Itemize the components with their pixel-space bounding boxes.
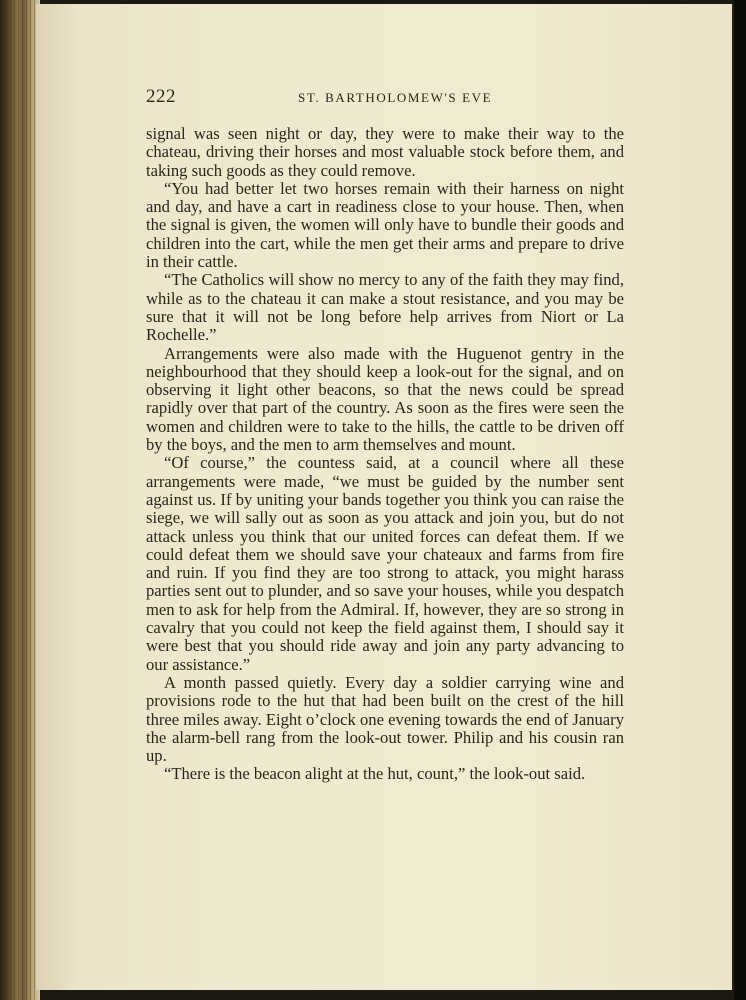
body-text [146, 125, 624, 784]
gutter-lines [6, 0, 36, 1000]
page-header [146, 86, 626, 108]
book-spine [0, 0, 40, 1000]
paragraph-6: A month passed quietly. Every day a soldier carrying wine and provisions rode to the hut that had been built on the crest of the hill three miles away. Eight o’clock one evening towards the end of January the alarm-bell rang from the look-out tower. Philip and his cousin ran up. [146, 672, 624, 766]
paragraph-1: signal was seen night or day, they were to make their way to the chateau, driving their horses and most valuable stock before them, and taking such goods as they could remove. [146, 124, 624, 180]
running-title: ST. BARTHOLOMEW'S EVE [298, 90, 493, 105]
paragraph-5: “Of course,” the countess said, at a council where all these arrangements were made, “we must be guided by the number sent against us. If by uniting your bands together you think you can raise the siege, we will sally out as soon as you attack and join you, but do not attack unless you think that our united forces can defeat them. If we could defeat them we should save your chateaux and farms from fire and ruin. If you find they are too strong to attack, you might harass parties sent out to plunder, and so save your houses, while you despatch men to ask for help from the Admiral. If, however, they are so strong in cavalry that you could not keep the field against them, I should say it were best that you should ride away and join any party advancing to our assistance.” [146, 453, 624, 674]
paragraph-3: “The Catholics will show no mercy to any of the faith they may find, while as to the chateau it can make a stout resistance, and you may be sure that it will not be long before help arrives from Niort or La Rochelle.” [146, 270, 624, 345]
page-edge-shadow [734, 0, 746, 1000]
paragraph-4: Arrangements were also made with the Huguenot gentry in the neighbourhood that they should keep a look-out for the signal, and on observing it light other beacons, so that the news could be spread rapidly over that part of the country. As soon as the fires were seen the women and children were to take to the hills, the cattle to be driven off by the boys, and the men to arm themselves and mount. [146, 343, 624, 455]
page-number: 222 [146, 86, 176, 107]
paragraph-7: “There is the beacon alight at the hut, count,” the look-out said. [164, 764, 586, 784]
paragraph-2: “You had better let two horses remain with their harness on night and day, and have a cart in readiness close to your house. Then, when the signal is given, the women will only have to bundle their goods and children into the cart, while the men get their arms and prepare to drive in their cattle. [146, 178, 624, 272]
